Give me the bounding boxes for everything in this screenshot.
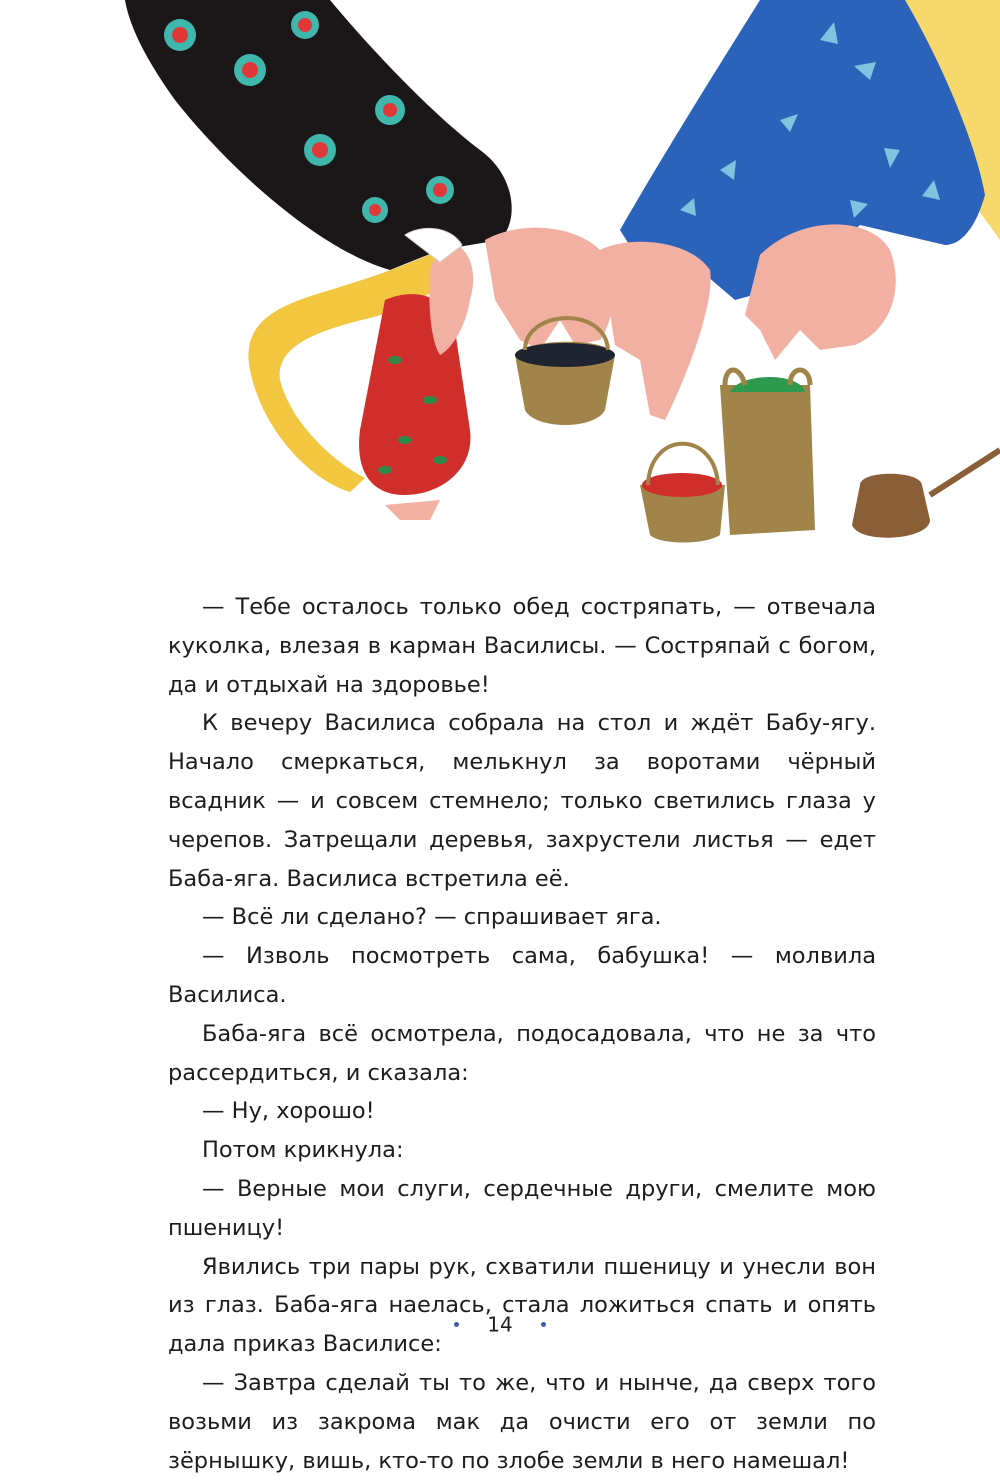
- story-paragraph: Потом крикнула:: [202, 1137, 404, 1164]
- story-paragraph: — Завтра сделай ты то же, что и нынче, да сверх того возьми из закрома мак да очисти его от земли по зёрнышку, вишь, кто-то по злобе земли в него намешал!: [168, 1369, 876, 1474]
- story-paragraph: — Тебе осталось только обед состряпать, — отвечала куколка, влезая в карман Василисы. — Состряпай с богом, да и отдыхай на здоровье!: [168, 594, 876, 698]
- middle-hand: [600, 242, 711, 420]
- story-paragraph: — Всё ли сделано? — спрашивает яга.: [202, 904, 662, 931]
- pot: [852, 474, 930, 538]
- page-footer: [0, 1311, 1000, 1337]
- footer-dot-left: [454, 1322, 459, 1327]
- story-paragraph: К вечеру Василиса собрала на стол и ждёт Бабу-ягу. Начало смеркаться, мелькнул за воротами чёрный всадник — и совсем стемнело; только светились глаза у черепов. Затрещали деревья, захрустели листья — едет Баба-яга. Василиса встретила её.: [168, 710, 876, 892]
- footer-dot-right: [541, 1322, 546, 1327]
- illustration: [0, 0, 1000, 560]
- page-number: 14: [487, 1312, 513, 1337]
- tall-basket: [720, 385, 815, 535]
- story-paragraph: Явились три пары рук, схватили пшеницу и унесли вон из глаз. Баба-яга наелась, стала ложиться спать и опять дала приказ Василисе:: [168, 1253, 876, 1358]
- story-paragraph: — Верные мои слуги, сердечные други, смелите мою пшеницу!: [168, 1175, 876, 1241]
- story-text: [168, 588, 876, 1480]
- story-paragraph: — Ну, хорошо!: [202, 1098, 375, 1125]
- story-paragraph: — Изволь посмотреть сама, бабушка! — молвила Василиса.: [168, 943, 876, 1008]
- story-paragraph: Баба-яга всё осмотрела, подосадовала, что не за что рассердиться, и сказала:: [168, 1020, 876, 1086]
- left-hand: [485, 228, 613, 350]
